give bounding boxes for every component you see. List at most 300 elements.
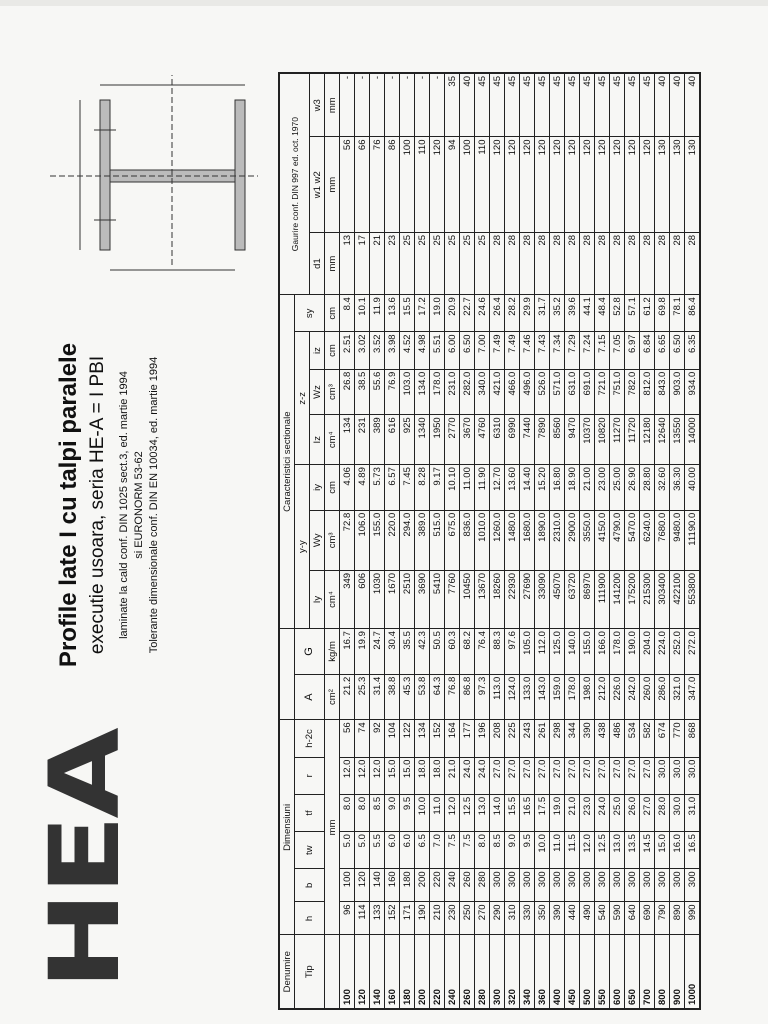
table-cell: 45 [535, 73, 550, 137]
table-cell: 134 [340, 415, 355, 465]
col-d1: d1 [310, 232, 325, 294]
hea-logo: HEA [27, 731, 141, 990]
table-cell: 10820 [595, 415, 610, 465]
unit-d1: mm [325, 232, 340, 294]
table-cell: 13550 [670, 415, 685, 465]
table-cell: 6.65 [655, 332, 670, 369]
table-cell: 114 [355, 902, 370, 935]
col-w3: w3 [310, 73, 325, 137]
table-cell: 243 [520, 720, 535, 757]
table-cell: 86.8 [460, 674, 475, 720]
table-cell: 7.05 [610, 332, 625, 369]
scan-edge [0, 0, 768, 6]
table-cell: 7.24 [580, 332, 595, 369]
table-cell: 26.90 [625, 465, 640, 511]
table-cell: 3.52 [370, 332, 385, 369]
table-cell: 18260 [490, 570, 505, 628]
cell-tip: 500 [580, 935, 595, 1009]
cell-tip: 240 [445, 935, 460, 1009]
page-title: Profile late I cu talpi paralele [55, 342, 82, 668]
table-cell: 14.0 [490, 794, 505, 831]
table-cell: 12.0 [370, 757, 385, 794]
table-cell: 691.0 [580, 369, 595, 415]
table-cell: 11.0 [550, 832, 565, 869]
col-Iy: Iy [310, 570, 325, 628]
table-row [445, 73, 460, 1009]
table-cell: 27.0 [505, 757, 520, 794]
table-cell: 164 [445, 720, 460, 757]
table-cell: 6.50 [670, 332, 685, 369]
table-cell: 120 [595, 137, 610, 232]
table-cell: - [370, 73, 385, 137]
table-cell: 300 [580, 869, 595, 902]
table-cell: 200 [415, 869, 430, 902]
table-cell: 5410 [430, 570, 445, 628]
table-cell: 15.5 [505, 794, 520, 831]
table-cell: 282.0 [460, 369, 475, 415]
table-cell: 68.2 [460, 629, 475, 675]
table-row [475, 73, 490, 1009]
table-cell: 7.46 [520, 332, 535, 369]
table-cell: 5470.0 [625, 510, 640, 570]
table-cell: 1030 [370, 570, 385, 628]
table-cell: 12.0 [340, 757, 355, 794]
cell-tip: 280 [475, 935, 490, 1009]
table-cell: 20.9 [445, 295, 460, 332]
col-sy: sy [295, 295, 325, 332]
table-cell: 120 [625, 137, 640, 232]
table-cell: 8.0 [355, 794, 370, 831]
table-cell: 590 [610, 902, 625, 935]
table-cell: 321.0 [670, 674, 685, 720]
table-cell: 389 [370, 415, 385, 465]
table-cell: 240 [445, 869, 460, 902]
table-cell: 340.0 [475, 369, 490, 415]
table-row [520, 73, 535, 1009]
table-cell: 35.5 [400, 629, 415, 675]
table-cell: 300 [505, 869, 520, 902]
table-cell: 35 [445, 73, 460, 137]
table-cell: 3690 [415, 570, 430, 628]
table-cell: 24.7 [370, 629, 385, 675]
table-cell: 631.0 [565, 369, 580, 415]
table-cell: 5.0 [340, 832, 355, 869]
group-dimensiuni: Dimensiuni [279, 720, 295, 935]
table-cell: 10.0 [535, 832, 550, 869]
table-cell: 1340 [415, 415, 430, 465]
table-cell: - [340, 73, 355, 137]
table-cell: 14000 [685, 415, 701, 465]
table-cell: 4.06 [340, 465, 355, 511]
group-yy: y-y [295, 465, 310, 629]
table-cell: 12640 [655, 415, 670, 465]
table-cell: 10450 [460, 570, 475, 628]
table-cell: 230 [445, 902, 460, 935]
table-cell: 496.0 [520, 369, 535, 415]
table-cell: 215300 [640, 570, 655, 628]
table-cell: 27.0 [550, 757, 565, 794]
table-cell: 10.0 [415, 794, 430, 831]
table-cell: 11.00 [460, 465, 475, 511]
table-cell: 8.28 [415, 465, 430, 511]
table-cell: 9.0 [385, 794, 400, 831]
table-cell: 57.1 [625, 295, 640, 332]
table-cell: 4150.0 [595, 510, 610, 570]
table-cell: 751.0 [610, 369, 625, 415]
table-cell: 40.00 [685, 465, 701, 511]
table-row [430, 73, 445, 1009]
table-cell: 130 [670, 137, 685, 232]
table-cell: 300 [550, 869, 565, 902]
table-cell: 1010.0 [475, 510, 490, 570]
group-denumire: Denumire [279, 935, 295, 1009]
table-cell: 45 [490, 73, 505, 137]
table-cell: 50.5 [430, 629, 445, 675]
table-cell: 9.5 [400, 794, 415, 831]
unit-sy: cm [325, 295, 340, 332]
table-cell: 836.0 [460, 510, 475, 570]
table-cell: 24.0 [475, 757, 490, 794]
table-cell: 40 [460, 73, 475, 137]
table-cell: 6.5 [415, 832, 430, 869]
cell-tip: 650 [625, 935, 640, 1009]
table-cell: 270 [475, 902, 490, 935]
table-cell: 11.0 [430, 794, 445, 831]
table-cell: 45 [475, 73, 490, 137]
table-cell: 125.0 [550, 629, 565, 675]
cell-tip: 180 [400, 935, 415, 1009]
table-cell: 9.0 [505, 832, 520, 869]
table-cell: 178.0 [430, 369, 445, 415]
table-cell: 100 [460, 137, 475, 232]
table-cell: 28 [655, 232, 670, 294]
col-Wz: Wz [310, 369, 325, 415]
table-cell: 21.0 [445, 757, 460, 794]
table-cell: 7.43 [535, 332, 550, 369]
table-cell: 260 [460, 869, 475, 902]
table-cell: 35.2 [550, 295, 565, 332]
table-cell: 133 [370, 902, 385, 935]
table-cell: 1890.0 [535, 510, 550, 570]
table-cell: 120 [505, 137, 520, 232]
table-cell: 28 [535, 232, 550, 294]
table-row [640, 73, 655, 1009]
table-cell: 300 [625, 869, 640, 902]
table-cell: 155.0 [370, 510, 385, 570]
group-gaurire: Gaurire conf. DIN 997 ed. oct. 1970 [279, 73, 310, 295]
table-cell: 6.0 [385, 832, 400, 869]
table-cell: 130 [655, 137, 670, 232]
table-cell: 23 [385, 232, 400, 294]
table-cell: 14.40 [520, 465, 535, 511]
col-b: b [295, 869, 325, 902]
table-cell: 15.5 [400, 295, 415, 332]
table-cell: 16.0 [670, 832, 685, 869]
table-cell: 250 [460, 902, 475, 935]
table-cell: 225 [505, 720, 520, 757]
cell-tip: 600 [610, 935, 625, 1009]
col-Iz: Iz [310, 415, 325, 465]
table-cell: 31.7 [535, 295, 550, 332]
table-cell: 286.0 [655, 674, 670, 720]
cell-tip: 400 [550, 935, 565, 1009]
table-cell: 175200 [625, 570, 640, 628]
table-cell: 28.2 [505, 295, 520, 332]
table-cell: 7890 [535, 415, 550, 465]
table-cell: 890 [670, 902, 685, 935]
table-cell: 7.5 [445, 832, 460, 869]
table-cell: 13670 [475, 570, 490, 628]
table-cell: 13.0 [610, 832, 625, 869]
table-cell: 88.3 [490, 629, 505, 675]
table-cell: 224.0 [655, 629, 670, 675]
table-cell: 159.0 [550, 674, 565, 720]
table-cell: 4.52 [400, 332, 415, 369]
unit-weight: kg/m [325, 629, 340, 675]
table-cell: 11.90 [475, 465, 490, 511]
table-cell: 160 [385, 869, 400, 902]
table-row [460, 73, 475, 1009]
col-r: r [295, 757, 325, 794]
table-cell: 300 [490, 869, 505, 902]
table-cell: 843.0 [655, 369, 670, 415]
table-cell: 9.5 [520, 832, 535, 869]
table-cell: 44.1 [580, 295, 595, 332]
table-cell: 25.3 [355, 674, 370, 720]
table-cell: 166.0 [595, 629, 610, 675]
table-cell: 120 [430, 137, 445, 232]
table-cell: 11720 [625, 415, 640, 465]
table-row [580, 73, 595, 1009]
table-cell: 1480.0 [505, 510, 520, 570]
table-cell: 23.00 [595, 465, 610, 511]
table-cell: 210 [430, 902, 445, 935]
table-cell: 31.0 [685, 794, 701, 831]
table-cell: 61.2 [640, 295, 655, 332]
table-cell: 78.1 [670, 295, 685, 332]
table-cell: 515.0 [430, 510, 445, 570]
table-cell: 15.0 [655, 832, 670, 869]
table-cell: 421.0 [490, 369, 505, 415]
table-cell: 868 [685, 720, 701, 757]
table-cell: 782.0 [625, 369, 640, 415]
table-cell: 12180 [640, 415, 655, 465]
table-cell: - [400, 73, 415, 137]
table-cell: 45 [580, 73, 595, 137]
table-cell: 38.8 [385, 674, 400, 720]
table-cell: 540 [595, 902, 610, 935]
table-cell: 7680.0 [655, 510, 670, 570]
table-cell: 212.0 [595, 674, 610, 720]
table-cell: 28 [640, 232, 655, 294]
table-cell: 120 [490, 137, 505, 232]
group-zz: z-z [295, 332, 310, 465]
table-cell: 30.4 [385, 629, 400, 675]
table-cell: 8.0 [475, 832, 490, 869]
table-cell: 198.0 [580, 674, 595, 720]
table-cell: 390 [580, 720, 595, 757]
table-cell: 27.0 [580, 757, 595, 794]
table-cell: 12.0 [355, 757, 370, 794]
table-cell: 100 [400, 137, 415, 232]
table-cell: 124.0 [505, 674, 520, 720]
bottom-flange [235, 100, 245, 250]
cell-tip: 360 [535, 935, 550, 1009]
table-cell: 582 [640, 720, 655, 757]
table-cell: 7.00 [475, 332, 490, 369]
table-row [655, 73, 670, 1009]
table-cell: 290 [490, 902, 505, 935]
cell-tip: 300 [490, 935, 505, 1009]
table-cell: 23.0 [580, 794, 595, 831]
col-h: h [295, 902, 325, 935]
table-cell: 30.0 [655, 757, 670, 794]
cell-tip: 450 [565, 935, 580, 1009]
unit-iy: cm [325, 465, 340, 511]
profile-table [278, 72, 701, 1010]
table-cell: 16.80 [550, 465, 565, 511]
table-cell: 30.0 [670, 757, 685, 794]
table-cell: 6990 [505, 415, 520, 465]
table-cell: 31.4 [370, 674, 385, 720]
table-cell: 27.0 [490, 757, 505, 794]
table-cell: 19.9 [355, 629, 370, 675]
table-cell: 3.98 [385, 332, 400, 369]
table-cell: 3550.0 [580, 510, 595, 570]
table-cell: 25.0 [610, 794, 625, 831]
table-cell: 6.0 [400, 832, 415, 869]
table-cell: 8.4 [340, 295, 355, 332]
table-cell: 7.45 [400, 465, 415, 511]
table-cell: 29.9 [520, 295, 535, 332]
table-row [535, 73, 550, 1009]
table-cell: 40 [685, 73, 701, 137]
table-cell: 86970 [580, 570, 595, 628]
table-cell: 178.0 [565, 674, 580, 720]
table-cell: 110 [415, 137, 430, 232]
table-cell: 28 [580, 232, 595, 294]
table-cell: 56 [340, 720, 355, 757]
table-cell: 1670 [385, 570, 400, 628]
table-cell: 2510 [400, 570, 415, 628]
table-cell: 97.3 [475, 674, 490, 720]
table-cell: 300 [685, 869, 701, 902]
table-cell: 300 [640, 869, 655, 902]
table-cell: 17 [355, 232, 370, 294]
table-cell: 300 [670, 869, 685, 902]
table-cell: 300 [535, 869, 550, 902]
table-cell: 32.60 [655, 465, 670, 511]
table-cell: 7.34 [550, 332, 565, 369]
table-cell: 721.0 [595, 369, 610, 415]
col-w1w2: w1 w2 [310, 137, 325, 232]
table-cell: 8.5 [370, 794, 385, 831]
profile-table-wrapper [278, 72, 701, 1010]
table-cell: 12.5 [460, 794, 475, 831]
col-iz: iz [310, 332, 325, 369]
table-cell: 7.29 [565, 332, 580, 369]
table-cell: 171 [400, 902, 415, 935]
table-cell: 294.0 [400, 510, 415, 570]
table-cell: 86 [385, 137, 400, 232]
title-block [55, 245, 162, 765]
table-cell: 120 [535, 137, 550, 232]
table-cell: 120 [565, 137, 580, 232]
table-cell: 76.8 [445, 674, 460, 720]
top-flange [100, 100, 110, 250]
table-cell: 190 [415, 902, 430, 935]
table-cell: 272.0 [685, 629, 701, 675]
table-cell: 1680.0 [520, 510, 535, 570]
table-cell: 8.0 [340, 794, 355, 831]
table-cell: 27.0 [535, 757, 550, 794]
table-cell: 486 [610, 720, 625, 757]
table-cell: 120 [640, 137, 655, 232]
table-cell: 6.50 [460, 332, 475, 369]
table-cell: 25.00 [610, 465, 625, 511]
table-cell: 27.0 [565, 757, 580, 794]
table-row [355, 73, 370, 1009]
table-row [565, 73, 580, 1009]
table-cell: 86.4 [685, 295, 701, 332]
table-cell: 28 [550, 232, 565, 294]
col-tf: tf [295, 794, 325, 831]
table-cell: 2770 [445, 415, 460, 465]
table-cell: 21.0 [565, 794, 580, 831]
table-cell: 226.0 [610, 674, 625, 720]
table-cell: 252.0 [670, 629, 685, 675]
table-cell: 120 [355, 869, 370, 902]
table-cell: 16.5 [520, 794, 535, 831]
table-cell: 8.5 [490, 832, 505, 869]
col-h2c: h-2c [295, 720, 325, 757]
table-cell: 25 [475, 232, 490, 294]
rotated-page [27, 60, 730, 1010]
table-cell: 10.10 [445, 465, 460, 511]
table-row [670, 73, 685, 1009]
table-cell: 39.6 [565, 295, 580, 332]
table-cell: 5.51 [430, 332, 445, 369]
table-cell: 208 [490, 720, 505, 757]
table-cell: 18.0 [430, 757, 445, 794]
table-cell: 12.70 [490, 465, 505, 511]
table-cell: 45 [550, 73, 565, 137]
table-cell: - [385, 73, 400, 137]
table-cell: 111900 [595, 570, 610, 628]
table-cell: 300 [565, 869, 580, 902]
table-cell: 45 [520, 73, 535, 137]
table-cell: 28 [490, 232, 505, 294]
table-cell: - [355, 73, 370, 137]
table-cell: 27.0 [610, 757, 625, 794]
table-cell: 310 [505, 902, 520, 935]
table-cell: 13.6 [385, 295, 400, 332]
table-row [415, 73, 430, 1009]
table-cell: 15.20 [535, 465, 550, 511]
table-cell: 45 [565, 73, 580, 137]
table-cell: 3.02 [355, 332, 370, 369]
table-cell: 60.3 [445, 629, 460, 675]
cell-tip: 700 [640, 935, 655, 1009]
table-cell: 28 [610, 232, 625, 294]
table-cell: 300 [610, 869, 625, 902]
table-cell: 347.0 [685, 674, 701, 720]
table-cell: 27.0 [625, 757, 640, 794]
table-cell: 24.0 [460, 757, 475, 794]
table-cell: 4.98 [415, 332, 430, 369]
table-cell: 76.4 [475, 629, 490, 675]
table-cell: 12.0 [580, 832, 595, 869]
